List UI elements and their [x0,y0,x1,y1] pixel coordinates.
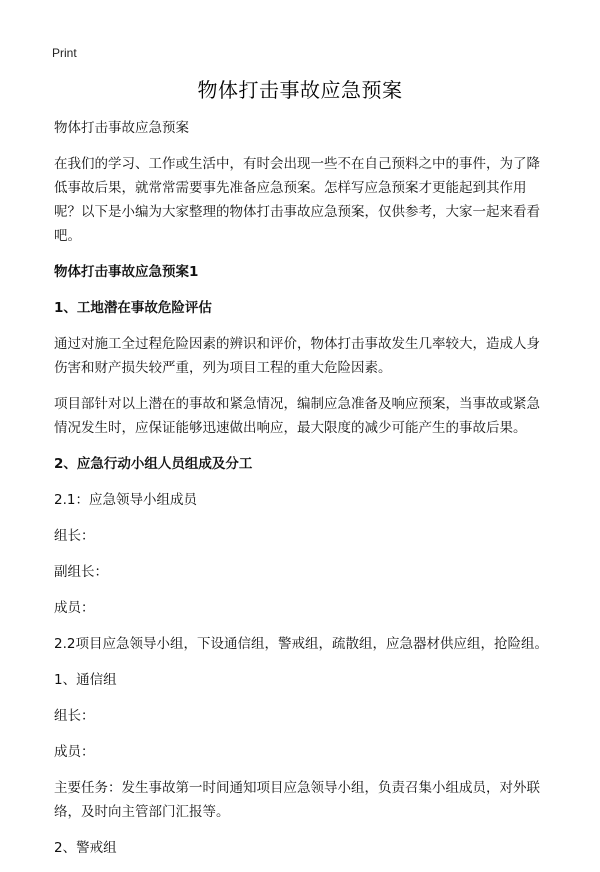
section-title: 物体打击事故应急预案1 [54,264,199,280]
deputy-leader-line: 副组长： [54,564,108,580]
leader-line: 组长： [54,528,95,544]
heading-team: 2、应急行动小组人员组成及分工 [54,456,253,472]
paragraph-risk: 通过对施工全过程危险因素的辨识和评价，物体打击事故发生几率较大，造成人身伤害和财产损失较严重，列为项目工程的重大危险因素。 [54,336,540,376]
heading-risk-assessment: 1、工地潜在事故危险评估 [54,300,212,316]
document-body [54,116,548,872]
group1-members-line: 成员： [54,744,95,760]
group1-title: 1、通信组 [54,672,117,688]
subtitle: 物体打击事故应急预案 [54,120,189,136]
group1-leader-line: 组长： [54,708,95,724]
group1-task: 主要任务：发生事故第一时间通知项目应急领导小组，负责召集小组成员，对外联络，及时向主管部门汇报等。 [54,780,540,820]
print-label: Print [52,46,77,60]
members-line: 成员： [54,600,95,616]
group2-title: 2、警戒组 [54,840,117,856]
intro-paragraph: 在我们的学习、工作或生活中，有时会出现一些不在自己预料之中的事件，为了降低事故后果，就常常需要事先准备应急预案。怎样写应急预案才更能起到其作用呢？以下是小编为大家整理的物体打击事故应急预案，仅供参考，大家一起来看看吧。 [54,156,540,244]
item-2-2: 2.2项目应急领导小组，下设通信组，警戒组，疏散组，应急器材供应组，抢险组。 [54,636,548,652]
paragraph-response: 项目部针对以上潜在的事故和紧急情况，编制应急准备及响应预案，当事故或紧急情况发生时，应保证能够迅速做出响应，最大限度的减少可能产生的事故后果。 [54,396,540,436]
item-2-1: 2.1：应急领导小组成员 [54,492,197,508]
page-title: 物体打击事故应急预案 [197,78,403,102]
